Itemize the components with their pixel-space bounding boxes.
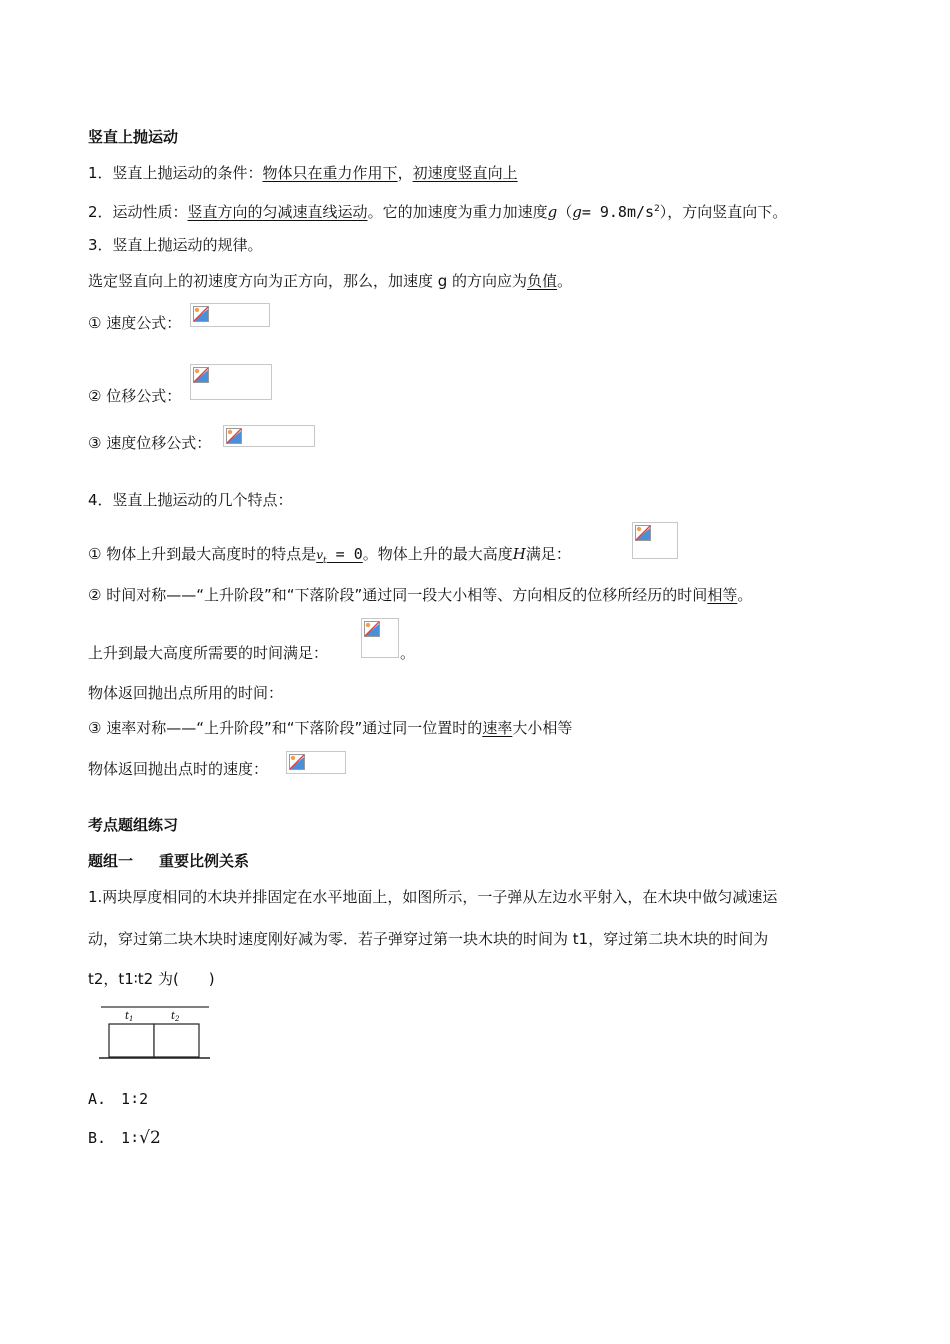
c1-eq: = 0 xyxy=(326,545,363,563)
paragraph-5: 4．竖直上抛运动的几个特点： xyxy=(88,491,293,509)
p2-g: g xyxy=(547,203,558,221)
p2-mid: 。它的加速度为重力加速度 xyxy=(367,203,548,221)
rise-time-formula-image xyxy=(361,618,399,658)
p4-underline: 负值 xyxy=(527,272,558,290)
option-a: A. 1∶2 xyxy=(88,1090,149,1108)
rise-time-text: 上升到最大高度所需要的时间满足： xyxy=(88,644,329,662)
exercise-section-title: 考点题组练习 xyxy=(88,816,179,834)
p1-underline-1: 物体只在重力作用下 xyxy=(262,164,398,182)
question-1-line-2: 动，穿过第二块木块时速度刚好减为零．若子弹穿过第一块木块的时间为 t1，穿过第二块木块的时间为 xyxy=(88,930,769,948)
formula-displacement-image xyxy=(190,364,272,400)
c2-prefix: ② 时间对称——“上升阶段”和“下落阶段”通过同一段大小相等、方向相反的位移所经历的时间 xyxy=(88,586,708,604)
p1-prefix: 1．竖直上抛运动的条件： xyxy=(88,164,263,182)
c5-tail: 大小相等 xyxy=(512,719,573,737)
broken-image-icon xyxy=(193,367,209,383)
p2-val: = 9.8m/s xyxy=(581,203,655,221)
p2-tail: ），方向竖直向下。 xyxy=(659,203,788,221)
p4-prefix: 选定竖直向上的初速度方向为正方向，那么，加速度 g 的方向应为 xyxy=(88,272,528,290)
p2-underline: 竖直方向的匀减速直线运动 xyxy=(187,203,368,221)
c1-sub: t xyxy=(323,556,327,566)
return-velocity-formula-image xyxy=(286,751,346,774)
group-label: 题组一 xyxy=(88,852,134,870)
section-title: 竖直上抛运动 xyxy=(88,128,179,146)
formula-displacement-label: ② 位移公式： xyxy=(88,387,182,405)
fig-label-t1: $t_1$ xyxy=(125,1011,134,1023)
p2-paren: （ xyxy=(557,203,573,221)
c1-v: v xyxy=(316,548,323,562)
formula-velocity-label: ① 速度公式： xyxy=(88,314,182,332)
wood-block-1 xyxy=(109,1024,154,1057)
p2-prefix: 2．运动性质： xyxy=(88,203,188,221)
c1-prefix: ① 物体上升到最大高度时的特点是 xyxy=(88,545,317,563)
c1-H: H xyxy=(512,545,526,563)
broken-image-icon xyxy=(364,621,380,637)
question-1-line-3: t2，t1∶t2 为( ) xyxy=(88,970,215,988)
c1-underline xyxy=(316,545,363,566)
c2-underline: 相等 xyxy=(707,586,738,604)
formula-velocity-image xyxy=(190,303,270,327)
max-height-formula-image xyxy=(632,522,678,559)
exercise-group-heading xyxy=(88,851,249,871)
paragraph-4 xyxy=(88,271,572,291)
return-velocity-text: 物体返回抛出点时的速度： xyxy=(88,760,269,778)
wood-block-2 xyxy=(154,1024,199,1057)
wood-blocks-figure xyxy=(97,1004,212,1062)
c5-underline: 速率 xyxy=(482,719,513,737)
c1-mid: 。物体上升的最大高度 xyxy=(362,545,513,563)
paragraph-2 xyxy=(88,199,787,222)
broken-image-icon xyxy=(635,525,651,541)
p2-sup: 2 xyxy=(654,204,660,214)
formula-velocity-displacement-image xyxy=(223,425,315,447)
broken-image-icon xyxy=(289,754,305,770)
option-b xyxy=(88,1128,161,1148)
fig-label-t2: $t_2$ xyxy=(171,1011,180,1023)
group-topic: 重要比例关系 xyxy=(159,852,250,870)
broken-image-icon xyxy=(226,428,242,444)
paragraph-1 xyxy=(88,163,518,183)
p1-underline-2: 初速度竖直向上 xyxy=(412,164,518,182)
p1-sep: ， xyxy=(397,164,413,182)
question-1-line-1: 1.两块厚度相同的木块并排固定在水平地面上，如图所示，一子弹从左边水平射入，在木块中做匀减速运 xyxy=(88,888,778,906)
paragraph-3: 3．竖直上抛运动的规律。 xyxy=(88,236,263,254)
characteristic-3 xyxy=(88,718,572,738)
return-time-text: 物体返回抛出点所用的时间： xyxy=(88,684,284,702)
p2-g2: g xyxy=(572,203,582,221)
rise-time-tail: 。 xyxy=(400,644,416,662)
broken-image-icon xyxy=(193,306,209,322)
option-b-sqrt: √2 xyxy=(139,1128,161,1148)
c5-prefix: ③ 速率对称——“上升阶段”和“下落阶段”通过同一位置时的 xyxy=(88,719,483,737)
characteristic-1 xyxy=(88,544,571,571)
option-b-prefix: B. 1∶ xyxy=(88,1129,140,1147)
formula-velocity-displacement-label: ③ 速度位移公式： xyxy=(88,434,212,452)
characteristic-2 xyxy=(88,585,752,605)
p4-tail: 。 xyxy=(557,272,573,290)
c1-tail: 满足： xyxy=(525,545,571,563)
c2-tail: 。 xyxy=(737,586,753,604)
